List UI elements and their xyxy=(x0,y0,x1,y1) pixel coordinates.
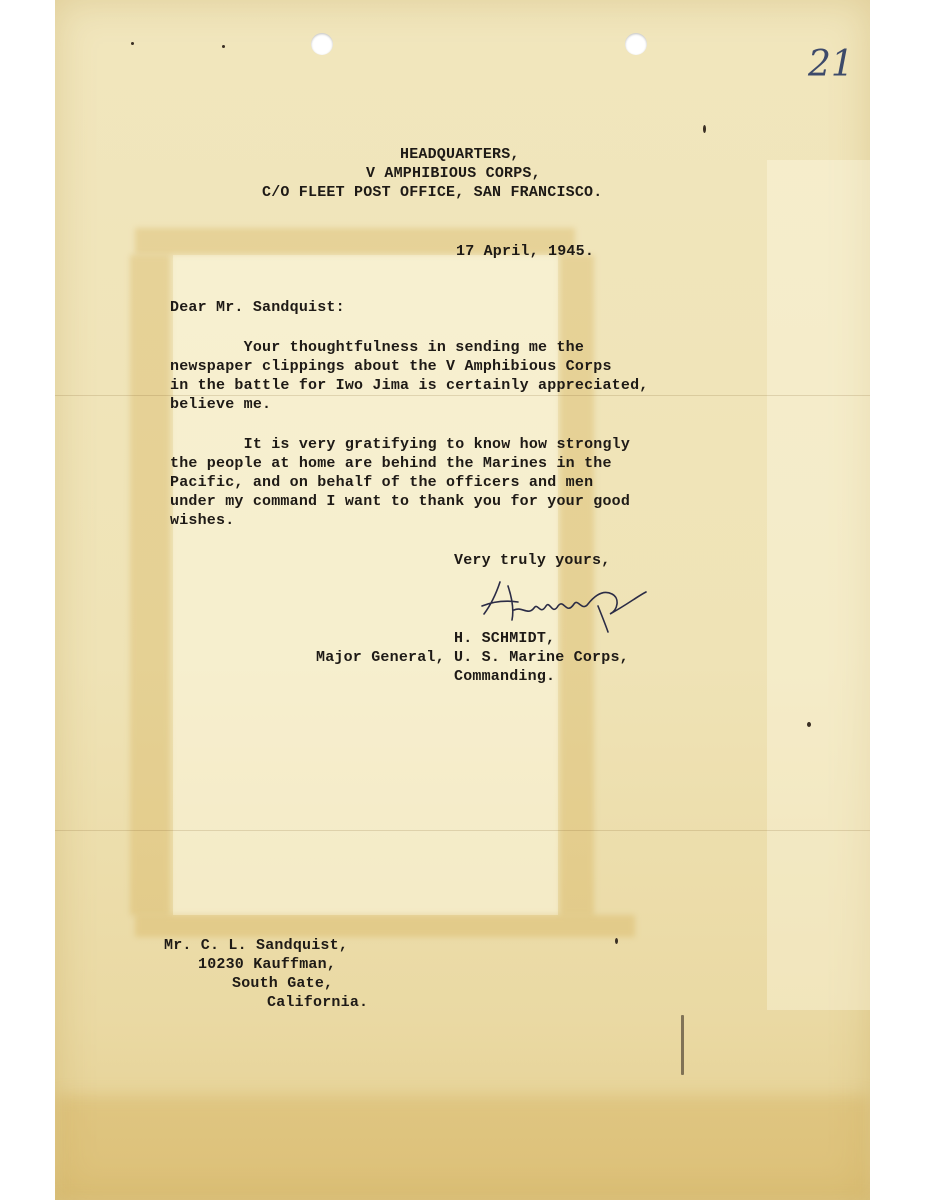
salutation: Dear Mr. Sandquist: xyxy=(170,299,345,316)
speck xyxy=(615,938,618,944)
handwritten-signature xyxy=(478,576,658,636)
paragraph-2-line-2: the people at home are behind the Marines in the xyxy=(170,455,612,472)
speck xyxy=(703,125,706,133)
punch-hole xyxy=(625,33,647,55)
closing: Very truly yours, xyxy=(454,552,611,569)
letterhead-line-3: C/O FLEET POST OFFICE, SAN FRANCISCO. xyxy=(262,184,603,201)
letter-date: 17 April, 1945. xyxy=(456,243,595,260)
tape-stain-bottom xyxy=(135,915,635,937)
paragraph-1-line-1: Your thoughtfulness in sending me the xyxy=(170,339,585,356)
age-stain-bottom xyxy=(55,1095,870,1200)
punch-hole xyxy=(311,33,333,55)
address-line-3: South Gate, xyxy=(232,975,334,992)
paragraph-1-line-2: newspaper clippings about the V Amphibious Corps xyxy=(170,358,612,375)
signer-name: H. SCHMIDT, xyxy=(454,630,556,647)
tape-stain-left xyxy=(130,255,170,915)
page-number: 21 xyxy=(808,44,854,85)
speck xyxy=(222,45,225,48)
signer-rank: Major General, U. S. Marine Corps, xyxy=(316,649,629,666)
speck xyxy=(131,42,134,45)
letterhead-line-1: HEADQUARTERS, xyxy=(400,146,520,163)
fold-line xyxy=(55,830,870,831)
address-line-1: Mr. C. L. Sandquist, xyxy=(164,937,349,954)
address-line-4: California. xyxy=(267,994,369,1011)
speck xyxy=(807,722,811,727)
signer-role: Commanding. xyxy=(454,668,556,685)
address-line-2: 10230 Kauffman, xyxy=(198,956,337,973)
paragraph-2-line-5: wishes. xyxy=(170,512,235,529)
paragraph-2-line-3: Pacific, and on behalf of the officers and men xyxy=(170,474,594,491)
paragraph-2-line-1: It is very gratifying to know how strongly xyxy=(170,436,631,453)
stain-mark xyxy=(681,1015,684,1075)
paragraph-1-line-4: believe me. xyxy=(170,396,272,413)
paragraph-2-line-4: under my command I want to thank you for your good xyxy=(170,493,631,510)
faded-panel-right xyxy=(767,160,870,1010)
paragraph-1-line-3: in the battle for Iwo Jima is certainly appreciated, xyxy=(170,377,649,394)
letterhead-line-2: V AMPHIBIOUS CORPS, xyxy=(366,165,541,182)
